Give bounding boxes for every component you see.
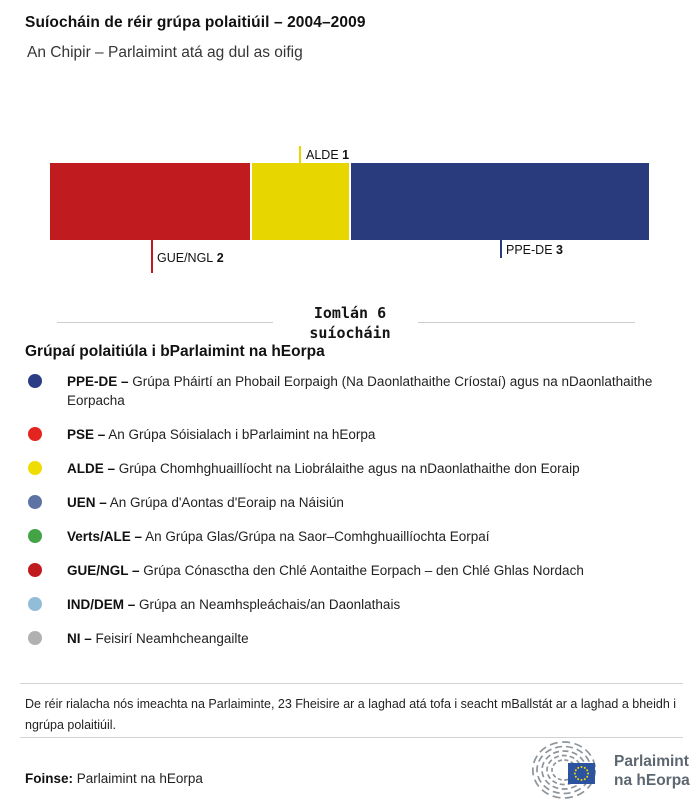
- uen-dot-icon: [28, 495, 42, 509]
- bar-segment-gue-ngl: [50, 163, 250, 240]
- legend-heading: Grúpaí polaitiúla i bParlaimint na hEorpa: [25, 343, 325, 360]
- total-seats: [275, 303, 425, 343]
- legend-item-ind-dem: [25, 595, 685, 614]
- legend-label: UEN –: [67, 495, 107, 510]
- legend-item-ppe-de: [25, 372, 685, 410]
- logo-line1: Parlaimint: [614, 753, 689, 770]
- gue-ngl-group-name: GUE/NGL: [157, 251, 214, 265]
- legend-item-verts-ale: [25, 527, 685, 546]
- legend-item-alde: [25, 459, 685, 478]
- source-text: Parlaimint na hEorpa: [76, 771, 203, 786]
- legend-desc: Feisirí Neamhcheangailte: [95, 631, 249, 646]
- legend-label: GUE/NGL –: [67, 563, 140, 578]
- ni-dot-icon: [28, 631, 42, 645]
- total-divider-left: [57, 322, 273, 323]
- verts-ale-dot-icon: [28, 529, 42, 543]
- total-divider-right: [418, 322, 635, 323]
- legend-label: Verts/ALE –: [67, 529, 143, 544]
- alde-seat-count: 1: [342, 148, 350, 162]
- legend-item-ni: [25, 629, 685, 648]
- legend-desc: An Grúpa Sóisialach i bParlaimint na hEorpa: [108, 427, 376, 442]
- footnote-divider: [20, 683, 683, 684]
- ppe-de-tick-line: [500, 240, 502, 258]
- ppe-de-group-name: PPE-DE: [506, 243, 553, 257]
- legend-desc: An Grúpa Glas/Grúpa na Saor–Comhghuaillíochta Eorpaí: [145, 529, 490, 544]
- total-line1: Iomlán 6: [313, 304, 387, 322]
- legend-label: PPE-DE –: [67, 374, 129, 389]
- source-line: [25, 771, 203, 786]
- legend-item-gue-ngl: [25, 561, 685, 580]
- european-parliament-logo: [532, 740, 690, 802]
- gue-ngl-label: [157, 251, 224, 265]
- gue-ngl-seat-count: 2: [216, 251, 224, 265]
- alde-dot-icon: [28, 461, 42, 475]
- legend-label: ALDE –: [67, 461, 116, 476]
- pse-dot-icon: [28, 427, 42, 441]
- page-title: Suíocháin de réir grúpa polaitiúil – 2004–2009: [25, 14, 366, 31]
- legend-label: NI –: [67, 631, 92, 646]
- legend-desc: An Grúpa d'Aontas d'Eoraip na Náisiún: [109, 495, 344, 510]
- source-label: Foinse:: [25, 771, 74, 786]
- legend-label: IND/DEM –: [67, 597, 136, 612]
- footnote: De réir rialacha nós imeachta na Parlaiminte, 23 Fheisire ar a laghad atá tofa i seacht mBallstát ar a laghad a bheidh i ngrúpa polaitiúil.: [25, 697, 677, 732]
- legend-desc: Grúpa Cónasctha den Chlé Aontaithe Eorpach – den Chlé Ghlas Nordach: [143, 563, 584, 578]
- alde-group-name: ALDE: [306, 148, 339, 162]
- ppe-de-seat-count: 3: [556, 243, 563, 257]
- legend-item-pse: [25, 425, 685, 444]
- parliament-hemicycle-icon: [532, 740, 606, 802]
- bar-segment-ppe-de: [349, 163, 649, 240]
- legend-item-uen: [25, 493, 685, 512]
- legend-desc: Grúpa an Neamhspleáchais/an Daonlathais: [139, 597, 401, 612]
- logo-wordmark: [614, 752, 690, 790]
- legend-label: PSE –: [67, 427, 106, 442]
- alde-label: [306, 148, 349, 162]
- footer-divider: [20, 737, 683, 738]
- ppe-de-dot-icon: [28, 374, 42, 388]
- legend-desc: Grúpa Chomhghuaillíocht na Liobrálaithe agus na nDaonlathaithe don Eoraip: [118, 461, 580, 476]
- legend-desc: Grúpa Pháirtí an Phobail Eorpaigh (Na Daonlathaithe Críostaí) agus na nDaonlathaithe Eorpacha: [67, 374, 653, 408]
- seats-stacked-bar: [50, 163, 649, 240]
- gue-ngl-tick-line: [151, 240, 153, 273]
- logo-line2: na hEorpa: [614, 772, 690, 789]
- political-groups-legend: [25, 372, 685, 663]
- gue-ngl-dot-icon: [28, 563, 42, 577]
- page-subtitle: An Chipir – Parlaimint atá ag dul as oifig: [27, 44, 303, 61]
- total-line2: suíocháin: [309, 324, 391, 342]
- bar-segment-alde: [250, 163, 350, 240]
- ind-dem-dot-icon: [28, 597, 42, 611]
- alde-tick-line: [299, 146, 301, 163]
- ppe-de-label: [506, 243, 563, 257]
